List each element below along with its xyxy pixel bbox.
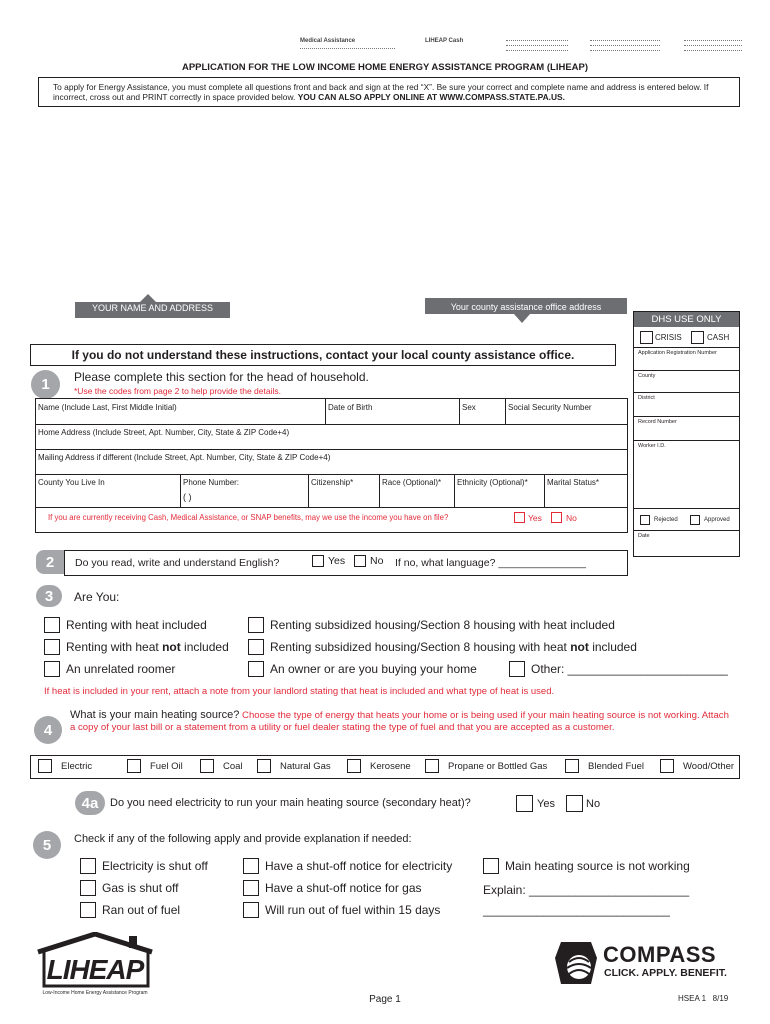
ssn-field[interactable]: Social Security Number (508, 403, 592, 412)
renting-heat-not-included-checkbox[interactable] (44, 639, 60, 655)
rejected-checkbox[interactable] (640, 515, 650, 525)
dob-field[interactable]: Date of Birth (328, 403, 373, 412)
english-yes-option[interactable]: Yes (312, 555, 345, 567)
secondary-heat-no-option[interactable]: No (566, 795, 600, 812)
crisis-option[interactable]: CRISIS (640, 331, 682, 344)
compass-logo: COMPASS CLICK. APPLY. BENEFIT. (553, 938, 743, 988)
income-no-checkbox[interactable] (551, 512, 562, 523)
income-file-question: If you are currently receiving Cash, Medical Assistance, or SNAP benefits, may we use the income you have on file? (48, 513, 449, 522)
header-field-3 (506, 37, 568, 55)
dhs-county-label: County (638, 373, 656, 379)
fuel-natural-gas-option[interactable] (257, 759, 331, 773)
run-out-fuel-15-days-checkbox[interactable] (243, 902, 259, 918)
fuel-blended-fuel-option[interactable] (565, 759, 644, 773)
keystone-globe-icon (553, 940, 599, 986)
shutoff-notice-electric-option[interactable]: Have a shut-off notice for electricity (243, 858, 452, 874)
section-4-badge: 4 (34, 716, 62, 744)
fuel-fuel-oil-label: Fuel Oil (150, 760, 183, 772)
ran-out-of-fuel-checkbox[interactable] (80, 902, 96, 918)
header-field-4 (590, 37, 660, 55)
instructions-online: YOU CAN ALSO APPLY ONLINE AT WWW.COMPASS.STATE.PA.US. (297, 92, 565, 102)
shutoff-notice-gas-option[interactable]: Have a shut-off notice for gas (243, 880, 422, 896)
subsidized-heat-included-checkbox[interactable] (248, 617, 264, 633)
unrelated-roomer-checkbox[interactable] (44, 661, 60, 677)
header-field-1: Medical Assistance (300, 38, 400, 49)
dhs-record-label: Record Number (638, 419, 677, 425)
fuel-wood-other-option[interactable] (660, 759, 734, 773)
fuel-electric-option[interactable] (38, 759, 92, 773)
subsidized-heat-not-included-option[interactable]: Renting subsidized housing/Section 8 housing with heat not included (248, 639, 637, 655)
fuel-blended-fuel-checkbox[interactable] (565, 759, 579, 773)
fuel-wood-other-label: Wood/Other (683, 760, 735, 772)
contact-notice: If you do not understand these instructions, contact your local county assistance office. (30, 344, 616, 366)
section-2-badge: 2 (36, 550, 64, 574)
citizenship-field[interactable]: Citizenship* (311, 478, 354, 487)
income-yes-option[interactable]: Yes (514, 512, 542, 523)
mailing-address-field[interactable]: Mailing Address if different (Include Street, Apt. Number, City, State & ZIP Code+4) (38, 453, 331, 462)
english-no-checkbox[interactable] (354, 555, 366, 567)
cash-option[interactable]: CASH (691, 331, 729, 344)
heat-included-note: If heat is included in your rent, attach a note from your landlord stating that heat is included and what type of heat is used. (44, 686, 555, 697)
english-question: Do you read, write and understand English? (75, 557, 280, 569)
header-field-5 (684, 37, 742, 55)
county-field[interactable]: County You Live In (38, 478, 105, 487)
explain-field[interactable]: Explain: ________________________ (483, 883, 690, 897)
ethnicity-field[interactable]: Ethnicity (Optional)* (457, 478, 528, 487)
fuel-coal-label: Coal (223, 760, 243, 772)
ran-out-of-fuel-option[interactable]: Ran out of fuel (80, 902, 180, 918)
dhs-app-reg-label: Application Registration Number (638, 350, 717, 356)
head-of-household-table (35, 398, 628, 533)
income-yes-checkbox[interactable] (514, 512, 525, 523)
section-1-badge: 1 (31, 370, 60, 399)
form-title: APPLICATION FOR THE LOW INCOME HOME ENERGY ASSISTANCE PROGRAM (LIHEAP) (181, 62, 589, 73)
approved-checkbox[interactable] (690, 515, 700, 525)
dhs-district-label: District (638, 395, 655, 401)
owner-buying-checkbox[interactable] (248, 661, 264, 677)
name-field[interactable]: Name (Include Last, First Middle Initial) (38, 403, 177, 412)
dhs-date-label: Date (638, 533, 650, 539)
instructions-box (38, 77, 740, 107)
sex-field[interactable]: Sex (462, 403, 476, 412)
fuel-electric-checkbox[interactable] (38, 759, 52, 773)
dhs-use-box (633, 311, 740, 557)
race-field[interactable]: Race (Optional)* (382, 478, 442, 487)
fuel-fuel-oil-option[interactable] (127, 759, 183, 773)
fuel-propane-checkbox[interactable] (425, 759, 439, 773)
income-no-option[interactable]: No (551, 512, 577, 523)
section-3-title: Are You: (74, 590, 120, 604)
form-id: HSEA 1 8/19 (678, 994, 729, 1003)
subsidized-heat-included-option[interactable]: Renting subsidized housing/Section 8 housing with heat included (248, 617, 615, 633)
dhs-worker-label: Worker I.D. (638, 443, 666, 449)
run-out-fuel-15-days-option[interactable]: Will run out of fuel within 15 days (243, 902, 440, 918)
renting-heat-not-included-option[interactable]: Renting with heat not included (44, 639, 229, 655)
section-1-note: *Use the codes from page 2 to help provide the details. (74, 386, 281, 396)
electricity-shut-off-checkbox[interactable] (80, 858, 96, 874)
fuel-natural-gas-label: Natural Gas (280, 760, 331, 772)
secondary-heat-yes-option[interactable]: Yes (516, 795, 555, 812)
cash-checkbox[interactable] (691, 331, 704, 344)
fuel-type-options (30, 755, 740, 779)
phone-area-code: ( ) (183, 492, 192, 502)
fuel-propane-option[interactable] (425, 759, 547, 773)
page-number: Page 1 (369, 994, 401, 1005)
fuel-wood-other-checkbox[interactable] (660, 759, 674, 773)
approved-option[interactable]: Approved (690, 515, 730, 525)
shutoff-notice-electric-checkbox[interactable] (243, 858, 259, 874)
marital-status-field[interactable]: Marital Status* (547, 478, 600, 487)
header-field-2: LIHEAP Cash (425, 38, 464, 44)
secondary-heat-no-checkbox[interactable] (566, 795, 583, 812)
english-yes-checkbox[interactable] (312, 555, 324, 567)
dhs-title: DHS USE ONLY (634, 312, 739, 327)
english-no-option[interactable]: No (354, 555, 383, 567)
fuel-electric-label: Electric (61, 760, 93, 772)
renting-heat-included-checkbox[interactable] (44, 617, 60, 633)
secondary-heat-question: Do you need electricity to run your main heating source (secondary heat)? (110, 797, 471, 809)
heating-not-working-option[interactable]: Main heating source is not working (483, 858, 690, 874)
other-housing-option[interactable]: Other: ________________________ (509, 661, 728, 677)
other-housing-checkbox[interactable] (509, 661, 525, 677)
heating-not-working-checkbox[interactable] (483, 858, 499, 874)
name-address-label: YOUR NAME AND ADDRESS (91, 303, 214, 313)
heating-source-question: What is your main heating source? Choose the type of energy that heats your home or is being used if your main heating source is not working. Attach a copy of your last bill or a statement from a utility or fuel dealer stating the type of fuel and that you are accepted as a customer. (70, 709, 729, 733)
owner-buying-option[interactable]: An owner or are you buying your home (248, 661, 477, 677)
section-5-badge: 5 (33, 831, 61, 859)
instructions-text: To apply for Energy Assistance, you must complete all questions front and back and sign at the red “X”. Be sure your correct and complete name and address is entered below. If incorrect, cross out and PRINT correctly in space provided below. (53, 82, 709, 102)
phone-field[interactable]: Phone Number: (183, 478, 240, 487)
renting-heat-included-option[interactable]: Renting with heat included (44, 617, 207, 633)
electricity-shut-off-option[interactable]: Electricity is shut off (80, 858, 208, 874)
gas-shut-off-checkbox[interactable] (80, 880, 96, 896)
county-office-label: Your county assistance office address (450, 302, 602, 312)
section-1-title: Please complete this section for the head of household. (74, 370, 369, 384)
fuel-kerosene-checkbox[interactable] (347, 759, 361, 773)
liheap-logo: LIHEAP Low-Income Home Energy Assistance Program (34, 932, 156, 998)
shutoff-notice-gas-checkbox[interactable] (243, 880, 259, 896)
fuel-kerosene-label: Kerosene (370, 760, 411, 772)
fuel-fuel-oil-checkbox[interactable] (127, 759, 141, 773)
explain-line-2[interactable]: ____________________________ (483, 903, 670, 917)
crisis-checkbox[interactable] (640, 331, 653, 344)
fuel-blended-fuel-label: Blended Fuel (588, 760, 644, 772)
fuel-coal-option[interactable] (200, 759, 243, 773)
fuel-natural-gas-checkbox[interactable] (257, 759, 271, 773)
unrelated-roomer-option[interactable]: An unrelated roomer (44, 661, 175, 677)
fuel-propane-label: Propane or Bottled Gas (448, 760, 548, 772)
fuel-coal-checkbox[interactable] (200, 759, 214, 773)
section-5-title: Check if any of the following apply and provide explanation if needed: (74, 833, 412, 845)
fuel-kerosene-option[interactable] (347, 759, 411, 773)
home-address-field[interactable]: Home Address (Include Street, Apt. Number, City, State & ZIP Code+4) (38, 428, 290, 437)
secondary-heat-yes-checkbox[interactable] (516, 795, 533, 812)
section-3-badge: 3 (36, 585, 62, 607)
subsidized-heat-not-included-checkbox[interactable] (248, 639, 264, 655)
rejected-option[interactable]: Rejected (640, 515, 678, 525)
language-field[interactable]: If no, what language? _______________ (395, 557, 586, 569)
gas-shut-off-option[interactable]: Gas is shut off (80, 880, 178, 896)
section-4a-badge: 4a (75, 791, 105, 815)
